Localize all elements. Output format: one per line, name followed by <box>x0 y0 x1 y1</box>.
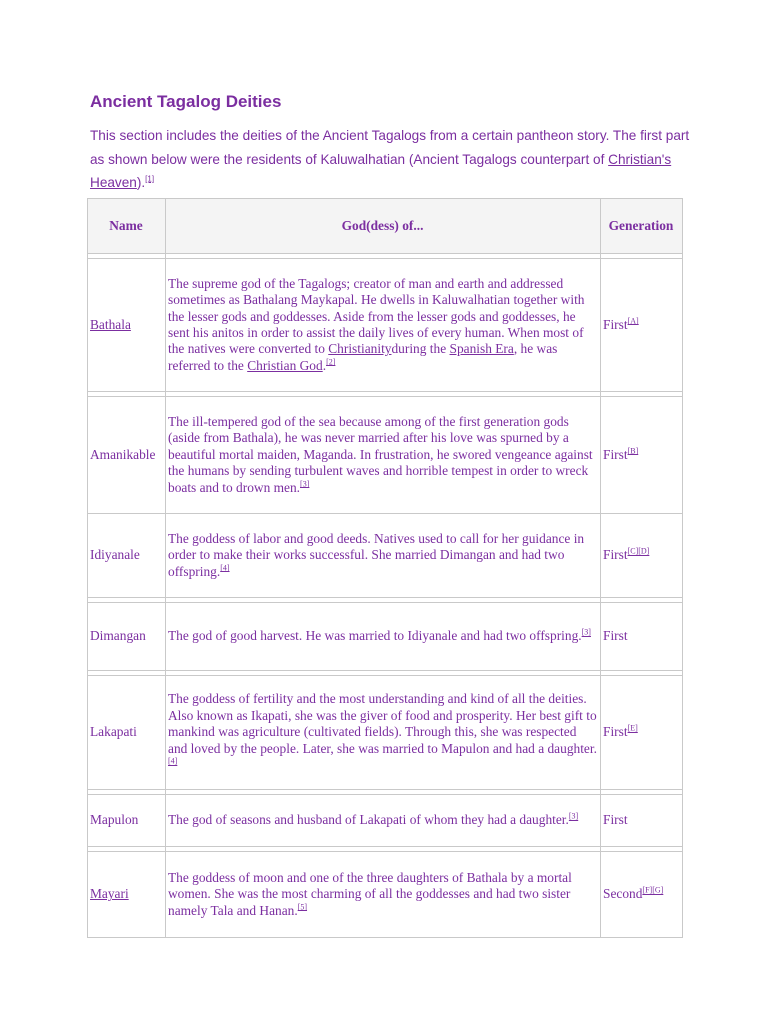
table-row <box>88 795 683 847</box>
note-link[interactable]: [E] <box>627 723 638 733</box>
table-row <box>88 259 683 392</box>
column-header-generation: Generation <box>601 199 683 254</box>
column-header-role: God(dess) of... <box>166 199 601 254</box>
citation-link[interactable]: [5] <box>297 902 308 912</box>
table-header-row <box>88 199 683 254</box>
table-row <box>88 397 683 514</box>
deity-description: The goddess of labor and good deeds. Natives used to call for her guidance in order to make their works successful. She married Dimangan and had two offspring.[4] <box>166 514 601 598</box>
deity-description: The goddess of fertility and the most understanding and kind of all the deities. Also known as Ikapati, she was the giver of food and prosperity. Her best gift to mankind was agriculture (cultivated fields). Through this, she was respected and loved by the people. Later, she was married to Mapulon and had a daughter.[4] <box>166 676 601 790</box>
deity-generation: Second[F][G] <box>601 852 683 938</box>
citation-link[interactable]: [2] <box>326 357 336 367</box>
note-link[interactable]: [C][D] <box>627 546 650 556</box>
deity-generation: First <box>601 795 683 847</box>
citation-link[interactable]: [3] <box>568 811 579 821</box>
table-row <box>88 514 683 598</box>
table-row <box>88 603 683 671</box>
intro-text-end: ). <box>136 175 146 190</box>
citation-link[interactable]: [3] <box>300 479 310 489</box>
intro-text: This section includes the deities of the Ancient Tagalogs from a certain pantheon story. The first part as shown below were the residents of Kaluwalhatian (Ancient Tagalogs counterpart of <box>90 128 690 167</box>
deity-description: The ill-tempered god of the sea because among of the first generation gods (aside from Bathala), he was never married after his love was spurned by a beautiful mortal maiden, Maganda. In frustration, he swored vengeance against the humans by sending turbulent waves and horrible tempest in order to wreck boats and to drown men.[3] <box>166 397 601 514</box>
deity-generation: First[A] <box>601 259 683 392</box>
deity-name: Idiyanale <box>88 514 166 598</box>
note-link[interactable]: [B] <box>627 446 639 456</box>
deity-name: Amanikable <box>88 397 166 514</box>
deity-name: Mapulon <box>88 795 166 847</box>
spanish-era-link[interactable]: Spanish Era <box>449 341 514 357</box>
deity-generation: First[E] <box>601 676 683 790</box>
deity-name: Dimangan <box>88 603 166 671</box>
deity-description: The supreme god of the Tagalogs; creator of man and earth and addressed sometimes as Bathalang Maykapal. He dwells in Kaluwalhatian together with the lesser gods and goddesses. Aside from the lesser gods and goddesses, he sent his anitos in order to assist the daily lives of every human. When most of the natives were converted to Christianityduring the Spanish Era, he was referred to the Christian God.[2] <box>166 259 601 392</box>
christianity-link[interactable]: Christianity <box>328 341 392 357</box>
table-row <box>88 676 683 790</box>
citation-link[interactable]: [4] <box>168 756 178 766</box>
note-link[interactable]: [A] <box>627 316 639 326</box>
deity-name-link[interactable]: Bathala <box>90 316 131 332</box>
note-link[interactable]: [F][G] <box>642 885 664 895</box>
column-header-name: Name <box>88 199 166 254</box>
table-row <box>88 852 683 938</box>
deity-name-link[interactable]: Mayari <box>90 886 129 902</box>
christian-god-link[interactable]: Christian God <box>247 357 323 373</box>
deity-generation: First[B] <box>601 397 683 514</box>
deity-generation: First[C][D] <box>601 514 683 598</box>
christians-heaven-link[interactable]: Christian's Heaven <box>90 151 672 190</box>
deity-name: Lakapati <box>88 676 166 790</box>
deity-generation: First <box>601 603 683 671</box>
citation-link[interactable]: [4] <box>220 563 230 573</box>
citation-link[interactable]: [1] <box>145 174 155 184</box>
deities-table <box>87 198 683 938</box>
deity-description: The god of seasons and husband of Lakapati of whom they had a daughter.[3] <box>166 795 601 847</box>
intro-paragraph <box>90 124 690 195</box>
section-heading: Ancient Tagalog Deities <box>90 92 282 111</box>
citation-link[interactable]: [3] <box>581 627 591 637</box>
deity-description: The goddess of moon and one of the three daughters of Bathala by a mortal women. She was the most charming of all the goddesses and had two sister namely Tala and Hanan.[5] <box>166 852 601 938</box>
deity-description: The god of good harvest. He was married to Idiyanale and had two offspring.[3] <box>166 603 601 671</box>
